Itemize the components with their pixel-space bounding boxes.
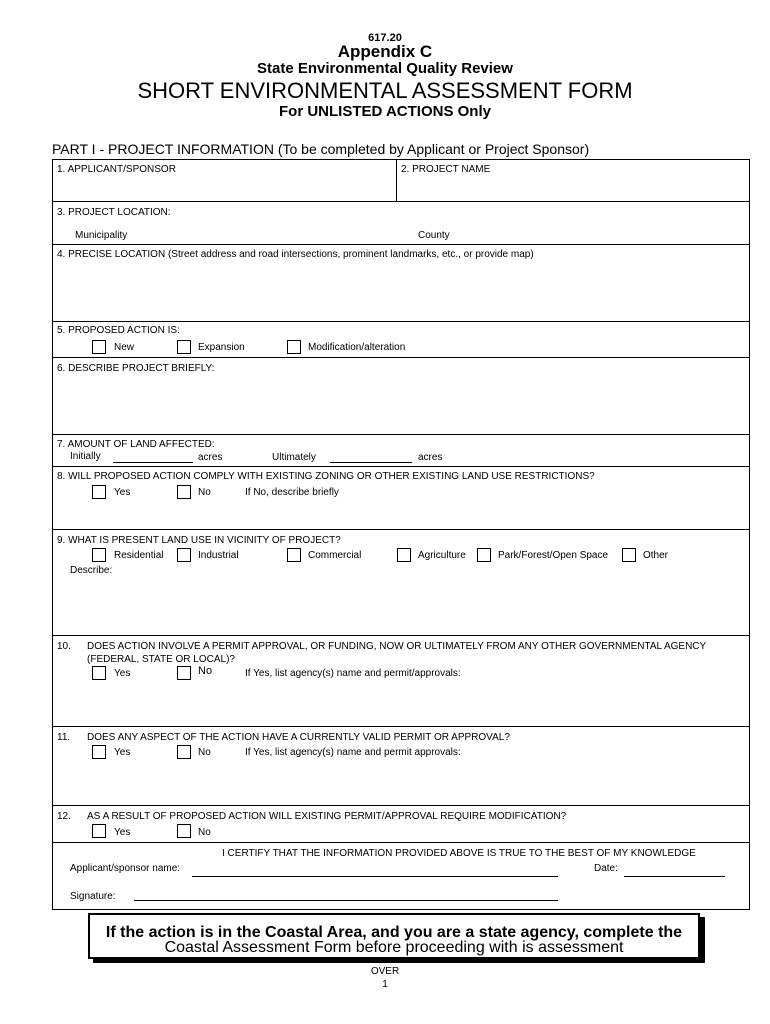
q12-number: 12. <box>57 811 71 822</box>
zoning-question: 8. WILL PROPOSED ACTION COMPLY WITH EXISTING ZONING OR OTHER EXISTING LAND USE RESTRICTIONS? <box>57 471 595 482</box>
commercial-checkbox[interactable] <box>287 548 301 562</box>
divider <box>52 434 750 435</box>
no-label: No <box>198 827 211 838</box>
divider <box>52 805 750 806</box>
describe-label: Describe: <box>70 565 113 576</box>
applicant-name-field[interactable] <box>192 876 558 877</box>
no-label: No <box>198 747 211 758</box>
applicant-sponsor-label: 1. APPLICANT/SPONSOR <box>57 164 176 175</box>
divider <box>52 244 750 245</box>
industrial-label: Industrial <box>198 550 239 561</box>
divider <box>52 466 750 467</box>
expansion-checkbox[interactable] <box>177 340 191 354</box>
form-title: SHORT ENVIRONMENTAL ASSESSMENT FORM <box>137 78 633 103</box>
industrial-checkbox[interactable] <box>177 548 191 562</box>
permit-no-checkbox[interactable] <box>177 666 191 680</box>
valid-permit-note: If Yes, list agency(s) name and permit approvals: <box>245 747 461 758</box>
modification-question: AS A RESULT OF PROPOSED ACTION WILL EXISTING PERMIT/APPROVAL REQUIRE MODIFICATION? <box>87 811 567 822</box>
project-location-label: 3. PROJECT LOCATION: <box>57 207 171 218</box>
zoning-yes-checkbox[interactable] <box>92 485 106 499</box>
other-checkbox[interactable] <box>622 548 636 562</box>
initially-acres-field[interactable] <box>113 462 193 463</box>
other-label: Other <box>643 550 669 561</box>
divider <box>52 201 750 202</box>
modification-checkbox[interactable] <box>287 340 301 354</box>
coastal-line2: Coastal Assessment Form before proceeding with is assessment <box>164 939 624 956</box>
valid-permit-question: DOES ANY ASPECT OF THE ACTION HAVE A CURRENTLY VALID PERMIT OR APPROVAL? <box>87 732 510 743</box>
signature-field[interactable] <box>134 900 558 901</box>
acres-label: acres <box>198 452 223 463</box>
yes-label: Yes <box>114 487 131 498</box>
applicant-name-label: Applicant/sponsor name: <box>70 863 181 874</box>
agriculture-label: Agriculture <box>418 550 466 561</box>
page-number: 1 <box>382 979 388 990</box>
modification-label: Modification/alteration <box>308 342 406 353</box>
over-label: OVER <box>370 966 400 977</box>
permit-question-cont: (FEDERAL, STATE OR LOCAL)? <box>87 654 235 665</box>
new-label: New <box>114 342 135 353</box>
residential-label: Residential <box>114 550 164 561</box>
ultimately-label: Ultimately <box>272 452 316 463</box>
divider <box>52 726 750 727</box>
yes-label: Yes <box>114 668 131 679</box>
permit-yes-checkbox[interactable] <box>92 666 106 680</box>
coastal-notice <box>88 913 700 959</box>
date-field[interactable] <box>624 876 725 877</box>
coastal-line1: If the action is in the Coastal Area, and you are a state agency, complete the <box>105 924 683 941</box>
divider <box>52 357 750 358</box>
describe-project-label: 6. DESCRIBE PROJECT BRIEFLY: <box>57 363 215 374</box>
municipality-label: Municipality <box>75 230 128 241</box>
zoning-note: If No, describe briefly <box>245 487 339 498</box>
review-title: State Environmental Quality Review <box>257 60 513 77</box>
modification-no-checkbox[interactable] <box>177 824 191 838</box>
certify-statement: I CERTIFY THAT THE INFORMATION PROVIDED ABOVE IS TRUE TO THE BEST OF MY KNOWLEDGE <box>222 848 696 859</box>
no-label: No <box>198 665 213 677</box>
yes-label: Yes <box>114 747 131 758</box>
county-label: County <box>418 230 450 241</box>
residential-checkbox[interactable] <box>92 548 106 562</box>
row1-divider <box>396 159 397 201</box>
agriculture-checkbox[interactable] <box>397 548 411 562</box>
form-code: 617.20 <box>368 32 402 44</box>
q11-number: 11. <box>57 732 71 743</box>
park-forest-label: Park/Forest/Open Space <box>498 550 609 561</box>
acres-label: acres <box>418 452 443 463</box>
signature-label: Signature: <box>70 891 116 902</box>
divider <box>52 529 750 530</box>
divider <box>52 842 750 843</box>
form-subtitle: For UNLISTED ACTIONS Only <box>279 103 491 120</box>
ultimately-acres-field[interactable] <box>330 462 412 463</box>
part1-title: PART I - PROJECT INFORMATION (To be completed by Applicant or Project Sponsor) <box>52 141 590 157</box>
yes-label: Yes <box>114 827 131 838</box>
initially-label: Initially <box>70 451 101 462</box>
permit-question: DOES ACTION INVOLVE A PERMIT APPROVAL, OR FUNDING, NOW OR ULTIMATELY FROM ANY OTHER GOVERNMENTAL AGENCY <box>87 641 707 652</box>
land-affected-label: 7. AMOUNT OF LAND AFFECTED: <box>57 439 215 450</box>
q10-number: 10. <box>57 641 71 652</box>
divider <box>52 635 750 636</box>
zoning-no-checkbox[interactable] <box>177 485 191 499</box>
project-name-label: 2. PROJECT NAME <box>401 164 491 175</box>
land-use-question: 9. WHAT IS PRESENT LAND USE IN VICINITY OF PROJECT? <box>57 535 341 546</box>
park-forest-checkbox[interactable] <box>477 548 491 562</box>
appendix-title: Appendix C <box>337 42 433 61</box>
no-label: No <box>198 487 211 498</box>
valid-permit-yes-checkbox[interactable] <box>92 745 106 759</box>
date-label: Date: <box>594 863 618 874</box>
precise-location-label: 4. PRECISE LOCATION (Street address and road intersections, prominent landmarks, etc., or provide map) <box>57 249 534 260</box>
new-checkbox[interactable] <box>92 340 106 354</box>
modification-yes-checkbox[interactable] <box>92 824 106 838</box>
divider <box>52 321 750 322</box>
proposed-action-label: 5. PROPOSED ACTION IS: <box>57 325 180 336</box>
permit-note: If Yes, list agency(s) name and permit/approvals: <box>245 668 461 679</box>
valid-permit-no-checkbox[interactable] <box>177 745 191 759</box>
expansion-label: Expansion <box>198 342 245 353</box>
commercial-label: Commercial <box>308 550 362 561</box>
